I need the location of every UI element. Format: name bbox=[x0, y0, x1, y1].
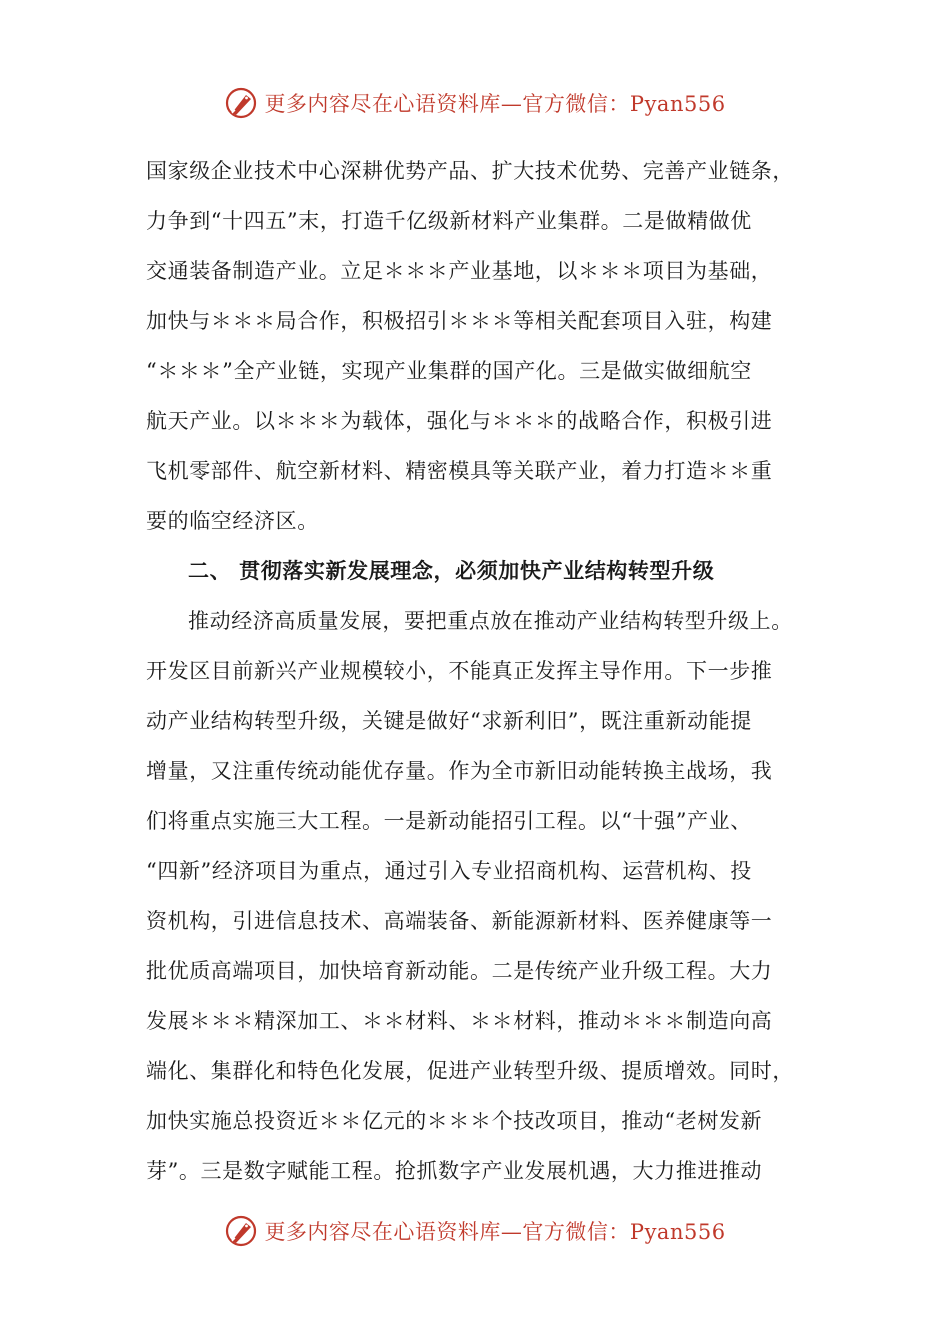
text-line: 们将重点实施三大工程。一是新动能招引工程。以“十强”产业、 bbox=[146, 809, 752, 833]
header-banner bbox=[0, 78, 950, 128]
banner-text: 更多内容尽在心语资料库—官方微信：Pyan556 bbox=[264, 1220, 726, 1244]
text-line: 飞机零部件、航空新材料、精密模具等关联产业，着力打造＊＊重 bbox=[146, 459, 773, 483]
text-line: 动产业结构转型升级，关键是做好“求新利旧”，既注重新动能提 bbox=[146, 709, 752, 733]
banner-text: 更多内容尽在心语资料库—官方微信：Pyan556 bbox=[264, 92, 726, 116]
text-line: 批优质高端项目，加快培育新动能。二是传统产业升级工程。大力 bbox=[146, 959, 773, 983]
text-line: 资机构，引进信息技术、高端装备、新能源新材料、医养健康等一 bbox=[146, 909, 773, 933]
text-line: 航天产业。以＊＊＊为载体，强化与＊＊＊的战略合作，积极引进 bbox=[146, 409, 773, 433]
text-line: 端化、集群化和特色化发展，促进产业转型升级、提质增效。同时， bbox=[146, 1059, 794, 1083]
text-line: 芽”。三是数字赋能工程。抢抓数字产业发展机遇，大力推进推动 bbox=[146, 1159, 763, 1183]
text-line: 加快实施总投资近＊＊亿元的＊＊＊个技改项目，推动“老树发新 bbox=[146, 1109, 763, 1133]
text-line: 交通装备制造产业。立足＊＊＊产业基地，以＊＊＊项目为基础， bbox=[146, 259, 773, 283]
text-line: 国家级企业技术中心深耕优势产品、扩大技术优势、完善产业链条， bbox=[146, 159, 794, 183]
text-line: 增量，又注重传统动能优存量。作为全市新旧动能转换主战场，我 bbox=[146, 759, 773, 783]
text-line: 加快与＊＊＊局合作，积极招引＊＊＊等相关配套项目入驻，构建 bbox=[146, 309, 773, 333]
document-body bbox=[146, 146, 806, 1196]
pen-nib-icon bbox=[224, 1214, 258, 1248]
section-heading: 二、 贯彻落实新发展理念，必须加快产业结构转型升级 bbox=[188, 558, 715, 583]
text-line: 要的临空经济区。 bbox=[146, 509, 319, 533]
text-line: 发展＊＊＊精深加工、＊＊材料、＊＊材料，推动＊＊＊制造向高 bbox=[146, 1009, 773, 1033]
text-line: 开发区目前新兴产业规模较小，不能真正发挥主导作用。下一步推 bbox=[146, 659, 773, 683]
text-line: “四新”经济项目为重点，通过引入专业招商机构、运营机构、投 bbox=[146, 859, 752, 883]
text-line: 力争到“十四五”末，打造千亿级新材料产业集群。二是做精做优 bbox=[146, 209, 752, 233]
pen-nib-icon bbox=[224, 86, 258, 120]
text-line: “＊＊＊”全产业链，实现产业集群的国产化。三是做实做细航空 bbox=[146, 359, 752, 383]
paragraph-start: 推动经济高质量发展，要把重点放在推动产业结构转型升级上。 bbox=[188, 609, 793, 633]
footer-banner bbox=[0, 1206, 950, 1256]
